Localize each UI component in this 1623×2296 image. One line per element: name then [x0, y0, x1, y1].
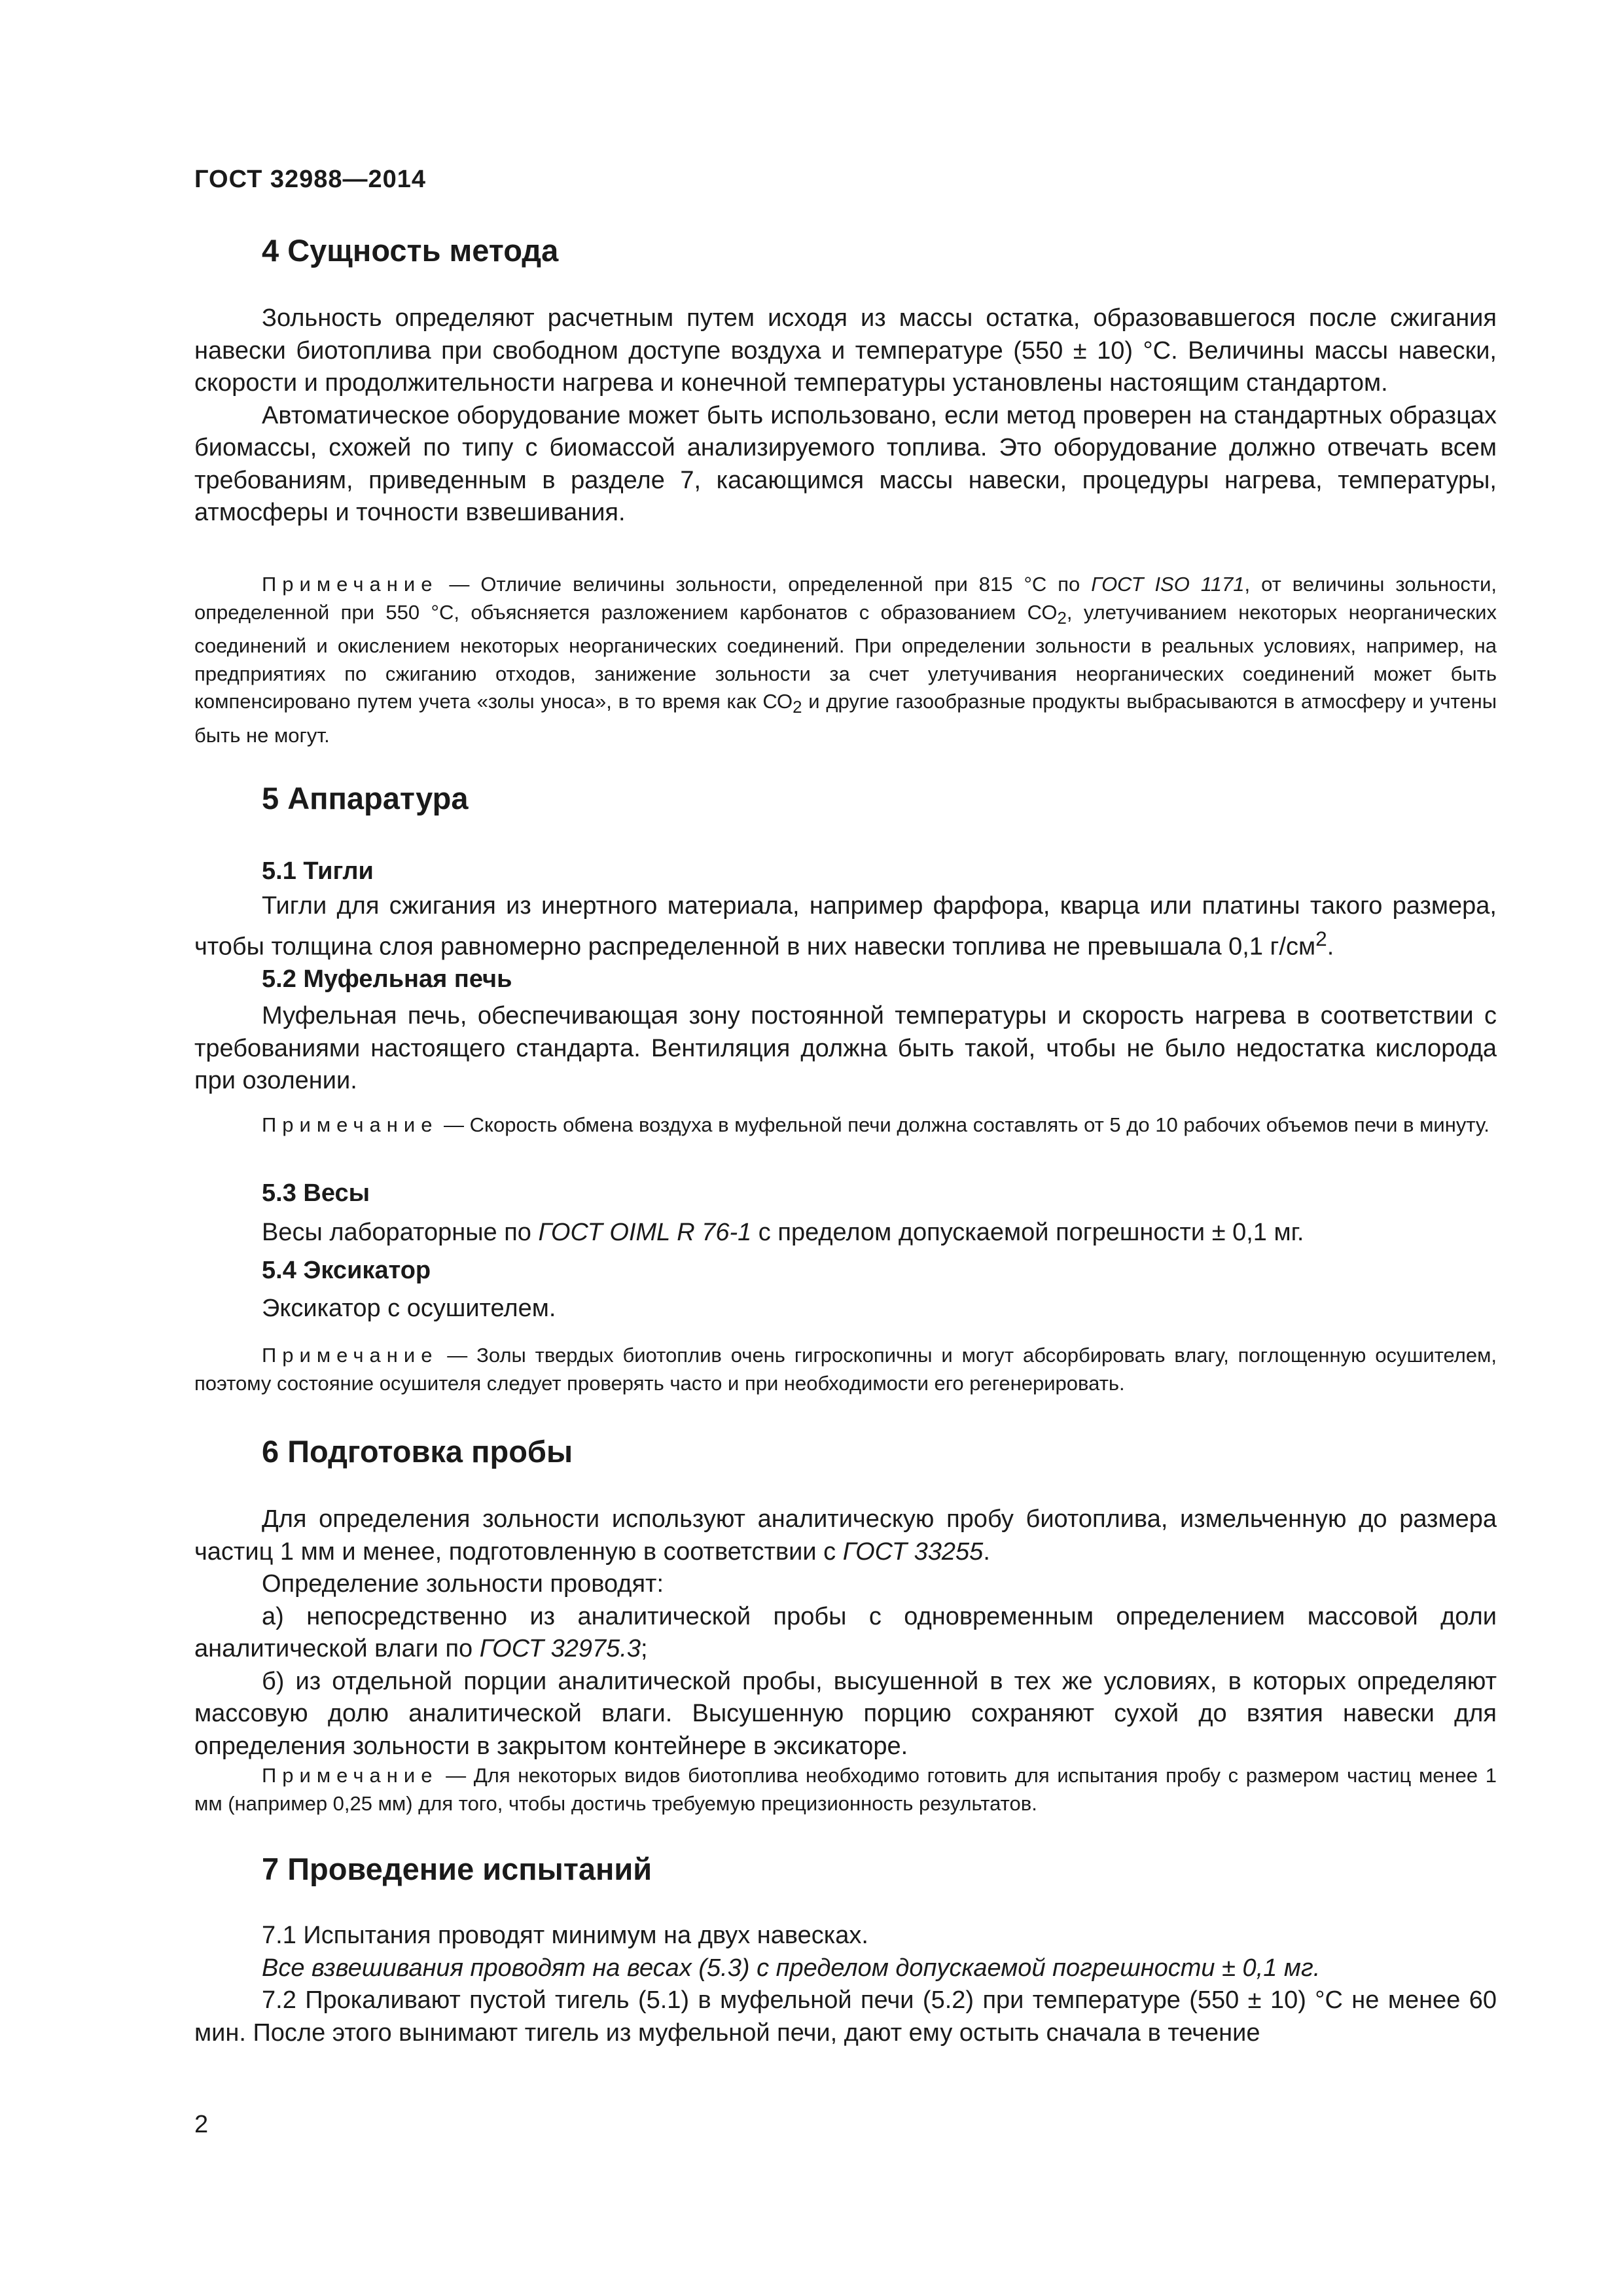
- subsection-5-4-note: [194, 1342, 1497, 1397]
- paragraph: Тигли для сжигания из инертного материала, например фарфора, кварца или платины такого размера, чтобы толщина слоя равномерно распределенной в них навески топлива не превышала 0,1 $г/см^2$.: [194, 892, 1497, 961]
- note-paragraph: Примечание — Скорость обмена воздуха в муфельной печи должна составлять от 5 до 10 рабочих объемов печи в минуту.: [262, 1113, 1489, 1136]
- section-6-title: 6 Подготовка пробы: [262, 1434, 573, 1469]
- subsection-5-2-title: 5.2 Муфельная печь: [262, 965, 512, 993]
- paragraph: Все взвешивания проводят на весах (5.3) с пределом допускаемой погрешности ± 0,1 мг.: [262, 1954, 1321, 1982]
- standard-reference: ГОСТ 33255: [842, 1537, 984, 1566]
- subsection-5-1-body: [194, 890, 1497, 963]
- paragraph: Автоматическое оборудование может быть использовано, если метод проверен на стандартных образцах биомассы, схожей по типу с биомассой анализируемого топлива. Это оборудование должно отвечать всем требованиям, приведенным в разделе 7, касающимся массы навески, процедуры нагрева, температуры, атмосферы и точности взвешивания.: [194, 401, 1497, 526]
- subsection-5-3-body: Весы лабораторные по ГОСТ OIML R 76-1 с пределом допускаемой погрешности ± 0,1 мг.: [262, 1219, 1304, 1246]
- standard-reference: ГОСТ ISO 1171: [1091, 573, 1245, 596]
- note-label: Примечание: [262, 1764, 438, 1787]
- paragraph: 7.1 Испытания проводят минимум на двух навесках.: [262, 1922, 868, 1949]
- section-4-title: 4 Сущность метода: [262, 233, 559, 268]
- section-5-title: 5 Аппаратура: [262, 781, 469, 816]
- paragraph: Зольность определяют расчетным путем исходя из массы остатка, образовавшегося после сжигания навески биотоплива при свободном доступе воздуха и температуре (550 ± 10) °С. Величины массы навески, скорости и продолжительности нагрева и конечной температуры установлены настоящим стандартом.: [194, 304, 1497, 397]
- paragraph: Для определения зольности используют аналитическую пробу биотоплива, измельченную до размера частиц 1 мм и менее, подготовленную в соответствии с ГОСТ 33255.: [194, 1505, 1497, 1566]
- subsection-5-2-note: [194, 1111, 1497, 1139]
- section-4-body: [194, 302, 1497, 529]
- list-item: а) непосредственно из аналитической пробы с одновременным определением массовой доли аналитической влаги по ГОСТ 32975.3;: [194, 1602, 1497, 1662]
- paragraph: 7.2 Прокаливают пустой тигель (5.1) в муфельной печи (5.2) при температуре (550 ± 10) °С не менее 60 мин. После этого вынимают тигель из муфельной печи, дают ему остыть сначала в течение: [194, 1986, 1497, 2047]
- document-header: ГОСТ 32988—2014: [194, 166, 427, 193]
- subsection-5-3-title: 5.3 Весы: [262, 1179, 370, 1207]
- page-number: 2: [194, 2111, 209, 2138]
- note-paragraph: Примечание — Отличие величины зольности, определенной при 815 °С по ГОСТ ISO 1171, от величины зольности, определенной при 550 °С, объясняется разложением карбонатов с образованием $СО_2$, улетучиванием некоторых неорганических соединений и окислением некоторых неорганических соединений. При определении зольности в реальных условиях, например, на предприятиях по сжиганию отходов, занижение зольности за счет улетучивания неорганических соединений может быть компенсировано путем учета «золы уноса», в то время как $СО_2$ и другие газообразные продукты выбрасываются в атмосферу и учтены быть не могут.: [194, 573, 1497, 747]
- section-7-body: [194, 1920, 1497, 2049]
- note-label: Примечание: [262, 1344, 438, 1367]
- section-6-body: [194, 1503, 1497, 1763]
- section-6-note: [194, 1762, 1497, 1818]
- standard-reference: ГОСТ OIML R 76-1: [538, 1219, 752, 1246]
- section-4-note: [194, 571, 1497, 749]
- section-7-title: 7 Проведение испытаний: [262, 1852, 652, 1886]
- standard-reference: ГОСТ 32975.3: [479, 1635, 641, 1662]
- paragraph: Определение зольности проводят:: [262, 1570, 664, 1598]
- note-label: Примечание: [262, 1113, 438, 1136]
- list-item: б) из отдельной порции аналитической пробы, высушенной в тех же условиях, в которых определяют массовую долю аналитической влаги. Высушенную порцию сохраняют сухой до взятия навески для определения зольности в закрытом контейнере в эксикаторе.: [194, 1667, 1497, 1760]
- subsection-5-1-title: 5.1 Тигли: [262, 857, 374, 885]
- note-paragraph: Примечание — Для некоторых видов биотоплива необходимо готовить для испытания пробу с размером частиц менее 1 мм (например 0,25 мм) для того, чтобы достичь требуемую прецизионность результатов.: [194, 1764, 1497, 1815]
- subsection-5-4-body: Эксикатор с осушителем.: [262, 1295, 556, 1322]
- subsection-5-2-body: [194, 1000, 1497, 1098]
- subsection-5-4-title: 5.4 Эксикатор: [262, 1257, 431, 1284]
- note-paragraph: Примечание — Золы твердых биотоплив очень гигроскопичны и могут абсорбировать влагу, поглощенную осушителем, поэтому состояние осушителя следует проверять часто и при необходимости его регенерировать.: [194, 1344, 1497, 1395]
- note-label: Примечание: [262, 573, 438, 596]
- paragraph: Муфельная печь, обеспечивающая зону постоянной температуры и скорость нагрева в соответствии с требованиями настоящего стандарта. Вентиляция должна быть такой, чтобы не было недостатка кислорода при озолении.: [194, 1002, 1497, 1094]
